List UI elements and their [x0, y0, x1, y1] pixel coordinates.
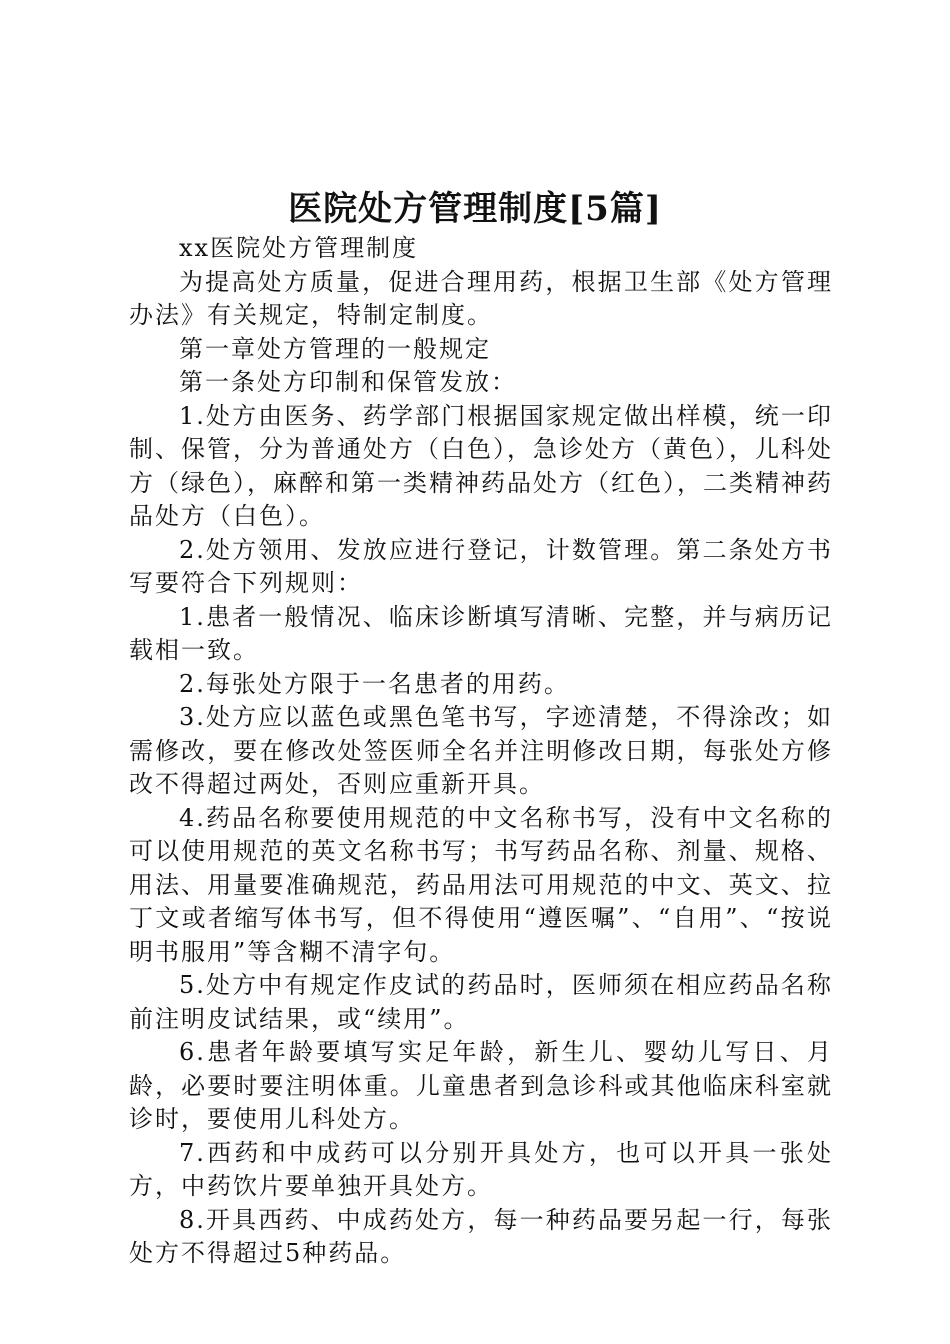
paragraph-hospital-name: xx医院处方管理制度: [179, 234, 419, 262]
paragraph-item: 7.西药和中成药可以分别开具处方，也可以开具一张处方，中药饮片要单独开具处方。: [129, 1138, 833, 1200]
paragraph-item: 2.处方领用、发放应进行登记，计数管理。第二条处方书写要符合下列规则：: [129, 535, 833, 597]
paragraph-item: 4.药品名称要使用规范的中文名称书写，没有中文名称的可以使用规范的英文名称书写；书写药品名称、剂量、规格、用法、用量要准确规范，药品用法可用规范的中文、英文、拉丁文或者缩写体书写，但不得使用“遵医嘱”、“自用”、“按说明书服用”等含糊不清字句。: [129, 803, 833, 966]
paragraph-item: 2.每张处方限于一名患者的用药。: [179, 669, 570, 698]
paragraph-intro: 为提高处方质量，促进合理用药，根据卫生部《处方管理办法》有关规定，特制定制度。: [129, 267, 833, 329]
paragraph-item: 1.处方由医务、药学部门根据国家规定做出样模，统一印制、保管，分为普通处方（白色），急诊处方（黄色），儿科处方（绿色），麻醉和第一类精神药品处方（红色），二类精神药品处方（白色）。: [129, 401, 833, 530]
document-title: 医院处方管理制度[5篇]: [288, 189, 662, 229]
paragraph-chapter-heading: 第一章处方管理的一般规定: [179, 334, 491, 363]
paragraph-item: 6.患者年龄要填写实足年龄，新生儿、婴幼儿写日、月龄，必要时要注明体重。儿童患者到急诊科或其他临床科室就诊时，要使用儿科处方。: [129, 1038, 833, 1133]
document-body: [129, 232, 833, 1271]
paragraph-item: 5.处方中有规定作皮试的药品时，医师须在相应药品名称前注明皮试结果，或“续用”。: [129, 971, 833, 1033]
paragraph-item: 3.处方应以蓝色或黑色笔书写，字迹清楚，不得涂改；如需修改，要在修改处签医师全名并注明修改日期，每张处方修改不得超过两处，否则应重新开具。: [129, 703, 833, 798]
paragraph-article-one: 第一条处方印制和保管发放：: [179, 368, 517, 396]
paragraph-item: 8.开具西药、中成药处方，每一种药品要另起一行，每张处方不得超过5种药品。: [129, 1205, 833, 1267]
paragraph-item: 1.患者一般情况、临床诊断填写清晰、完整，并与病历记载相一致。: [129, 602, 833, 664]
